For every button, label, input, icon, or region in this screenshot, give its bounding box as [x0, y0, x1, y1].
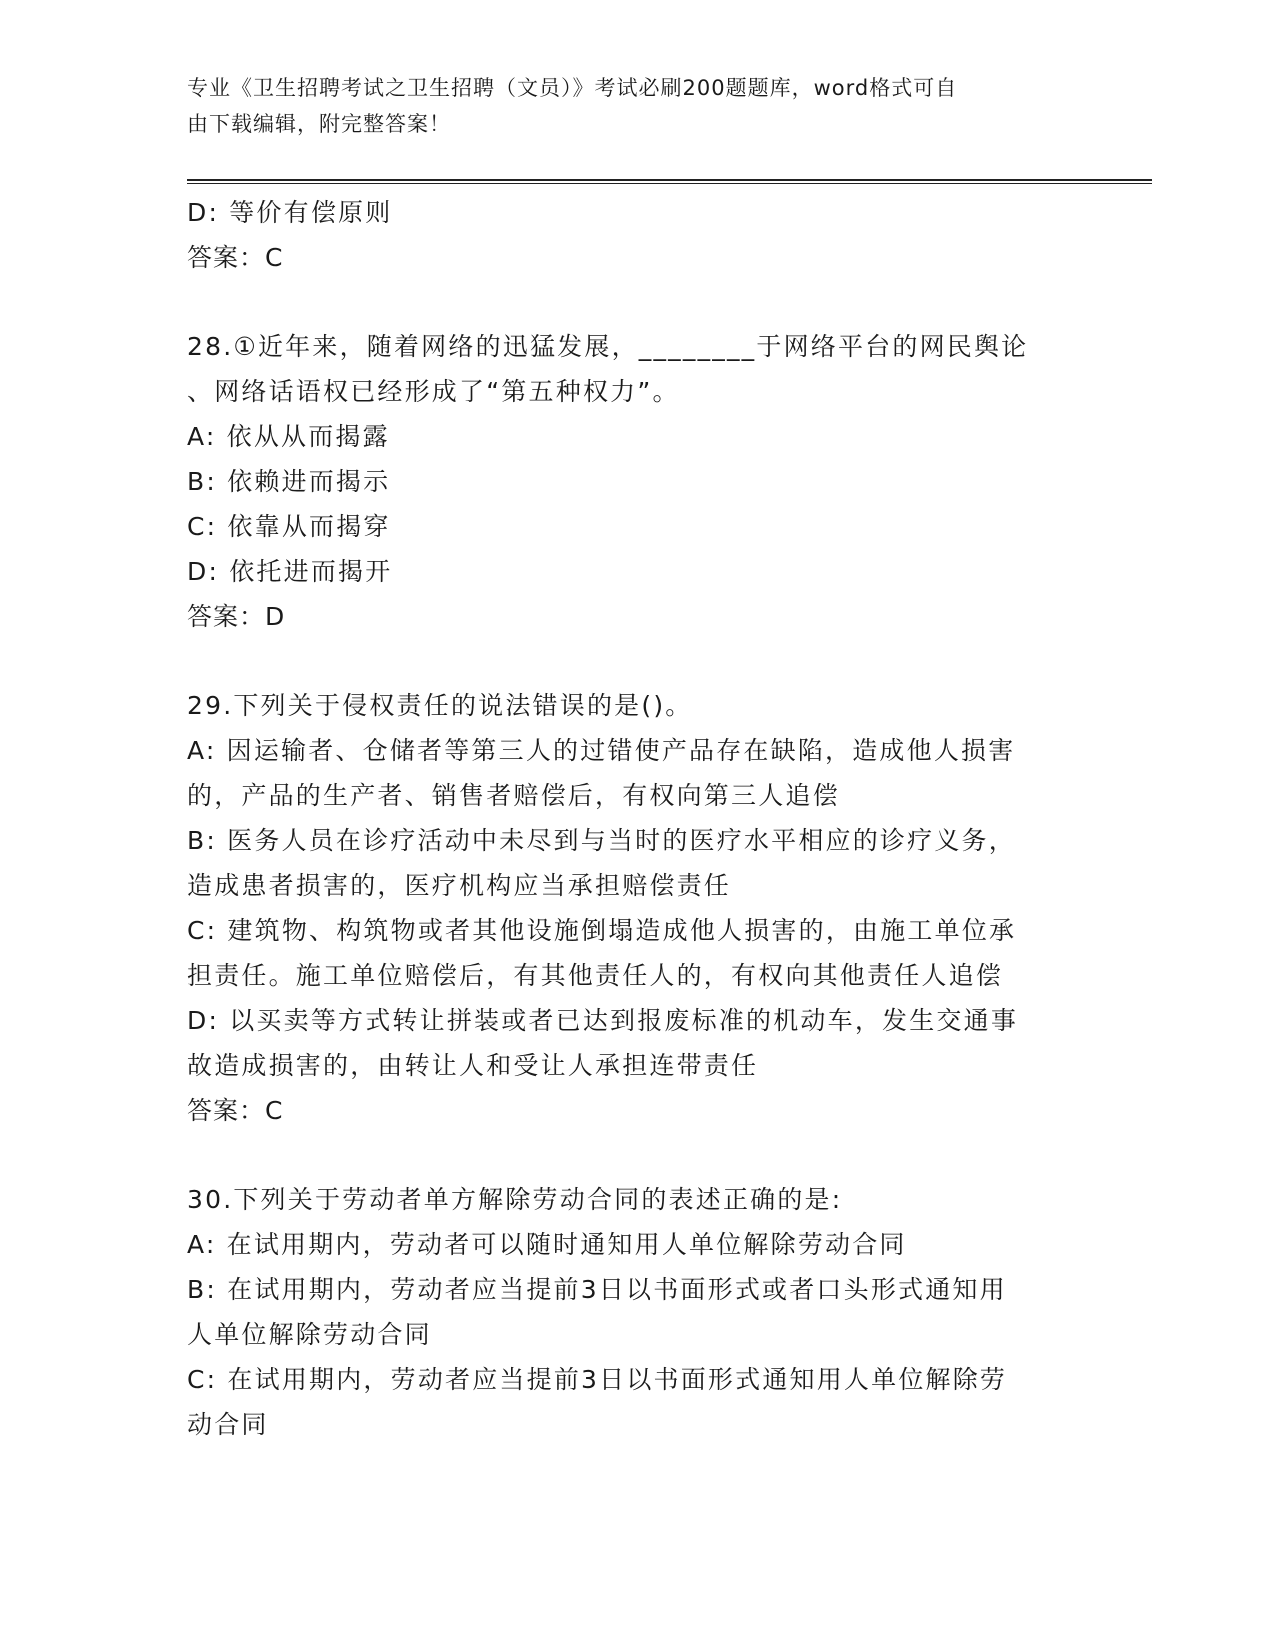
question-stem-cont: 、网络话语权已经形成了“第五种权力”。	[187, 377, 680, 406]
question-27	[187, 190, 1087, 280]
header-rule-thin	[187, 183, 1152, 184]
document-header	[187, 70, 1067, 142]
option-c: C: 在试用期内，劳动者应当提前3日以书面形式通知用人单位解除劳	[187, 1365, 1008, 1394]
question-28	[187, 324, 1087, 639]
header-line-1: 专业《卫生招聘考试之卫生招聘（文员）》考试必刷200题题库，word格式可自	[187, 76, 958, 100]
option-c-cont: 动合同	[187, 1410, 269, 1439]
header-line-2: 由下载编辑，附完整答案！	[187, 112, 451, 136]
question-29	[187, 683, 1087, 1133]
option-b-cont: 造成患者损害的，医疗机构应当承担赔偿责任	[187, 871, 732, 900]
option-d-cont: 故造成损害的，由转让人和受让人承担连带责任	[187, 1051, 759, 1080]
option-d: D: 依托进而揭开	[187, 557, 393, 586]
header-rule-thick	[187, 179, 1152, 181]
option-b: B: 医务人员在诊疗活动中未尽到与当时的医疗水平相应的诊疗义务，	[187, 826, 1016, 855]
option-c: C: 依靠从而揭穿	[187, 512, 391, 541]
answer: 答案：C	[187, 1096, 284, 1125]
option-a: A: 在试用期内，劳动者可以随时通知用人单位解除劳动合同	[187, 1230, 907, 1259]
document-body	[187, 190, 1087, 1447]
question-stem: 30.下列关于劳动者单方解除劳动合同的表述正确的是:	[187, 1185, 843, 1214]
question-30	[187, 1177, 1087, 1447]
option-b-cont: 人单位解除劳动合同	[187, 1320, 432, 1349]
question-stem: 29.下列关于侵权责任的说法错误的是()。	[187, 691, 693, 720]
option-c-cont: 担责任。施工单位赔偿后，有其他责任人的，有权向其他责任人追偿	[187, 961, 1004, 990]
option-a-cont: 的，产品的生产者、销售者赔偿后，有权向第三人追偿	[187, 781, 840, 810]
option-b: B: 在试用期内，劳动者应当提前3日以书面形式或者口头形式通知用	[187, 1275, 1007, 1304]
question-stem: 28.①近年来，随着网络的迅猛发展，________于网络平台的网民舆论	[187, 332, 1029, 361]
option-a: A: 依从从而揭露	[187, 422, 390, 451]
option-d: D: 以买卖等方式转让拼装或者已达到报废标准的机动车，发生交通事	[187, 1006, 1019, 1035]
answer: 答案：C	[187, 243, 284, 272]
option-b: B: 依赖进而揭示	[187, 467, 391, 496]
option-c: C: 建筑物、构筑物或者其他设施倒塌造成他人损害的，由施工单位承	[187, 916, 1017, 945]
option-d: D: 等价有偿原则	[187, 198, 393, 227]
answer: 答案：D	[187, 602, 286, 631]
option-a: A: 因运输者、仓储者等第三人的过错使产品存在缺陷，造成他人损害	[187, 736, 1016, 765]
